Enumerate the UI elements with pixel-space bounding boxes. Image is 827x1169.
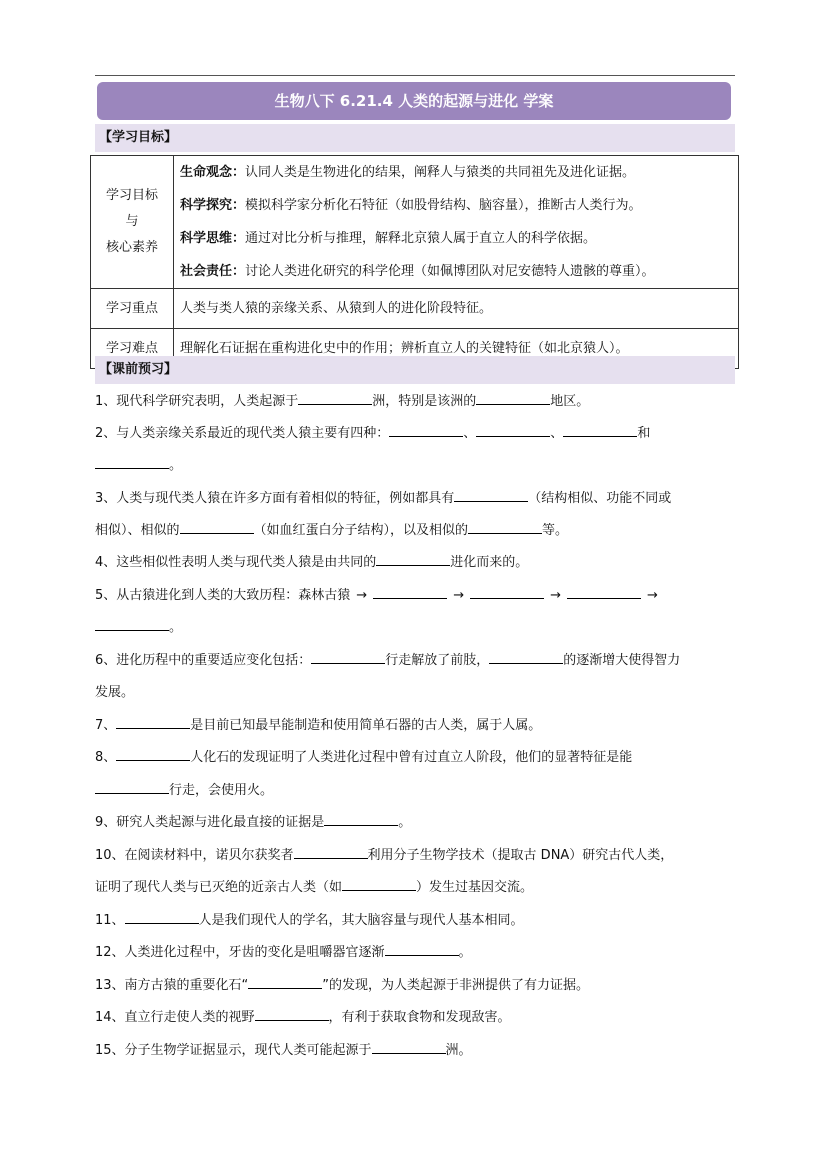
answer-blank[interactable] [476, 390, 550, 405]
objective-head: 社会责任： [180, 264, 246, 279]
question-text: 14、直立行走使人类的视野 [95, 1010, 255, 1025]
question-text: 11、 [95, 913, 125, 928]
question-text: 2、与人类亲缘关系最近的现代类人猿主要有四种： [95, 426, 390, 441]
objectives-label-line: 核心素养 [105, 240, 158, 255]
question-10-cont [95, 872, 533, 904]
answer-blank[interactable] [489, 649, 563, 664]
page-title: 生物八下 6.21.4 人类的起源与进化 学案 [97, 82, 731, 120]
arrow-icon: → [453, 588, 465, 603]
objective-item [180, 156, 732, 189]
question-9 [95, 807, 411, 839]
key-points-label: 学习重点 [91, 289, 174, 329]
question-text: 。 [398, 815, 412, 830]
question-10 [95, 840, 673, 872]
answer-blank[interactable] [389, 422, 463, 437]
question-1 [95, 386, 589, 418]
question-text: 10、在阅读材料中，诺贝尔获奖者 [95, 848, 294, 863]
objective-item [180, 255, 732, 288]
objectives-label-line: 学习目标 [105, 188, 158, 203]
question-text: 利用分子生物学技术（提取古 DNA）研究古代人类， [367, 848, 674, 863]
answer-blank[interactable] [180, 519, 254, 534]
answer-blank[interactable] [125, 909, 199, 924]
question-3 [95, 483, 671, 515]
question-text: （结构相似、功能不同或 [528, 491, 672, 506]
answer-blank[interactable] [470, 584, 544, 599]
question-text: （如血红蛋白分子结构），以及相似的 [253, 523, 469, 538]
question-text: 9、研究人类起源与进化最直接的证据是 [95, 815, 325, 830]
answer-blank[interactable] [376, 551, 450, 566]
question-text: 。 [458, 945, 472, 960]
question-text: ，有利于获取食物和发现敌害。 [328, 1010, 511, 1025]
question-text: 7、 [95, 718, 117, 733]
objective-text: 讨论人类进化研究的科学伦理（如佩博团队对尼安德特人遗骸的尊重）。 [245, 264, 655, 279]
objective-head: 生命观念： [180, 165, 246, 180]
question-14 [95, 1002, 511, 1034]
question-text: 发展。 [95, 685, 135, 700]
question-6-cont [95, 677, 134, 709]
preview-header: 【课前预习】 [95, 356, 735, 384]
question-5 [95, 580, 664, 612]
answer-blank[interactable] [567, 584, 641, 599]
answer-blank[interactable] [373, 584, 447, 599]
question-text: 证明了现代人类与已灭绝的近亲古人类（如 [95, 880, 343, 895]
question-8-cont [95, 775, 273, 807]
answer-blank[interactable] [468, 519, 542, 534]
answer-blank[interactable] [454, 487, 528, 502]
question-2-cont [95, 450, 182, 482]
question-text: 地区。 [550, 394, 590, 409]
objectives-label [91, 156, 174, 289]
objective-text: 通过对比分析与推理，解释北京猿人属于直立人的科学依据。 [245, 231, 597, 246]
question-text: 。 [169, 620, 183, 635]
question-text: 15、分子生物学证据显示，现代人类可能起源于 [95, 1043, 372, 1058]
question-4 [95, 547, 528, 579]
objectives-header: 【学习目标】 [95, 124, 735, 152]
question-11 [95, 905, 524, 937]
question-13 [95, 970, 589, 1002]
question-7 [95, 710, 541, 742]
question-text: 是目前已知最早能制造和使用简单石器的古人类，属于人属。 [190, 718, 542, 733]
question-2 [95, 418, 650, 450]
answer-blank[interactable] [248, 974, 322, 989]
question-text: 13、南方古猿的重要化石“ [95, 978, 249, 993]
question-text: 12、人类进化过程中，牙齿的变化是咀嚼器官逐渐 [95, 945, 385, 960]
question-text: 的逐渐增大使得智力 [563, 653, 681, 668]
answer-blank[interactable] [324, 811, 398, 826]
question-12 [95, 937, 472, 969]
question-text: 4、这些相似性表明人类与现代类人猿是由共同的 [95, 555, 377, 570]
answer-blank[interactable] [563, 422, 637, 437]
objective-head: 科学思维： [180, 231, 246, 246]
arrow-icon: → [356, 588, 368, 603]
objectives-label-line: 与 [125, 214, 139, 229]
objectives-content [174, 156, 739, 289]
question-6 [95, 645, 680, 677]
question-text: 5、从古猿进化到人类的大致历程：森林古猿 [95, 588, 351, 603]
answer-blank[interactable] [116, 714, 190, 729]
answer-blank[interactable] [476, 422, 550, 437]
question-15 [95, 1035, 472, 1067]
question-text: 6、进化历程中的重要适应变化包括： [95, 653, 312, 668]
objectives-table [90, 155, 739, 369]
question-text: 相似）、相似的 [95, 523, 180, 538]
objective-text: 认同人类是生物进化的结果，阐释人与猿类的共同祖先及进化证据。 [245, 165, 636, 180]
answer-blank[interactable] [385, 941, 459, 956]
question-text: 洲，特别是该洲的 [372, 394, 477, 409]
arrow-icon: → [647, 588, 658, 603]
question-text: 人化石的发现证明了人类进化过程中曾有过直立人阶段，他们的显著特征是能 [190, 750, 633, 765]
objective-item [180, 189, 732, 222]
question-text: 等。 [542, 523, 569, 538]
question-text: 3、人类与现代类人猿在许多方面有着相似的特征，例如都具有 [95, 491, 455, 506]
answer-blank[interactable] [294, 844, 368, 859]
answer-blank[interactable] [95, 616, 169, 631]
objective-text: 模拟科学家分析化石特征（如股骨结构、脑容量），推断古人类行为。 [245, 198, 642, 213]
answer-blank[interactable] [298, 390, 372, 405]
question-text: 人是我们现代人的学名，其大脑容量与现代人基本相同。 [198, 913, 524, 928]
answer-blank[interactable] [342, 876, 416, 891]
answer-blank[interactable] [255, 1006, 329, 1021]
question-text: 。 [169, 458, 183, 473]
question-5-cont [95, 612, 182, 644]
difficulty-text: 理解化石证据在重构进化史中的作用；辨析直立人的关键特征（如北京猿人）。 [174, 329, 739, 369]
top-rule [95, 75, 735, 76]
question-text: 行走解放了前肢， [385, 653, 490, 668]
question-text: 进化而来的。 [450, 555, 529, 570]
question-text: ）发生过基因交流。 [416, 880, 534, 895]
question-text: 1、现代科学研究表明，人类起源于 [95, 394, 299, 409]
key-points-text: 人类与类人猿的亲缘关系、从猿到人的进化阶段特征。 [174, 289, 739, 329]
difficulty-label: 学习难点 [91, 329, 174, 369]
question-text: ”的发现，为人类起源于非洲提供了有力证据。 [322, 978, 590, 993]
objective-item [180, 222, 732, 255]
answer-blank[interactable] [116, 746, 190, 761]
answer-blank[interactable] [95, 454, 169, 469]
answer-blank[interactable] [372, 1039, 446, 1054]
question-text: 行走，会使用火。 [169, 783, 274, 798]
answer-blank[interactable] [95, 779, 169, 794]
arrow-icon: → [550, 588, 561, 603]
question-text: 、 [463, 426, 477, 441]
objective-head: 科学探究： [180, 198, 246, 213]
question-text: 洲。 [445, 1043, 472, 1058]
answer-blank[interactable] [311, 649, 385, 664]
question-text: 、 [550, 426, 564, 441]
question-8 [95, 742, 632, 774]
question-text: 和 [637, 426, 651, 441]
question-text: 8、 [95, 750, 117, 765]
question-3-cont [95, 515, 568, 547]
